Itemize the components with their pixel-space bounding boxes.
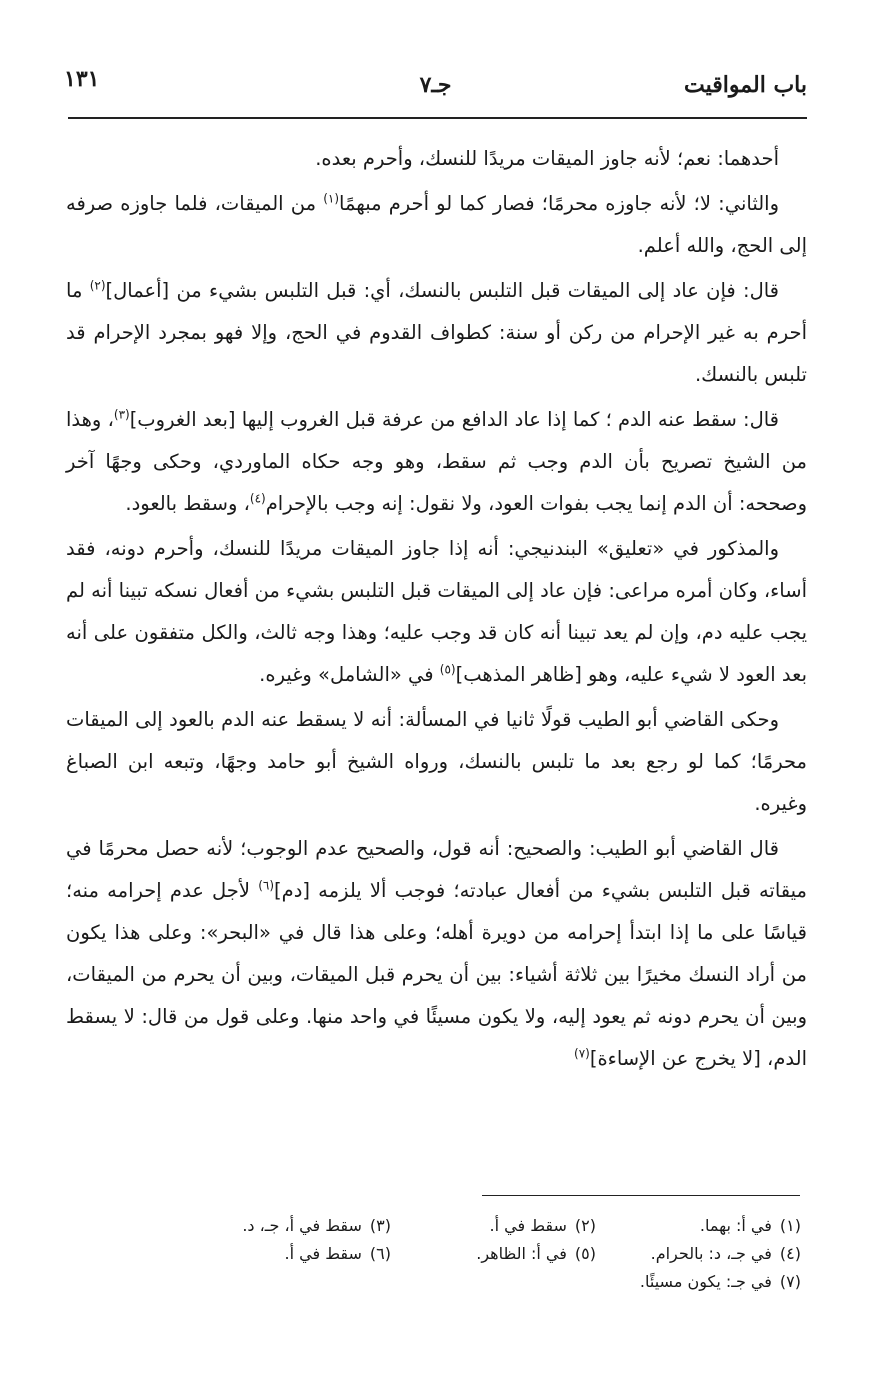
header-divider bbox=[68, 117, 807, 119]
paragraph: وحكى القاضي أبو الطيب قولًا ثانيا في المسألة: أنه لا يسقط عنه الدم بالعود إلى الميقات محرمًا؛ كما لو رجع بعد ما تلبس بالنسك، ورواه الشيخ أبو حامد وجهًا، وتبعه ابن الصباغ وغيره. bbox=[66, 708, 807, 815]
footnote-number: (٧) bbox=[779, 1272, 801, 1291]
footnote-row bbox=[160, 1240, 801, 1268]
running-header bbox=[64, 58, 807, 106]
footnote-text: في أ: الظاهر. bbox=[476, 1244, 567, 1263]
footnote-text: في جـ، د: بالحرام. bbox=[650, 1244, 772, 1263]
footnote-marker: (٣) bbox=[113, 407, 130, 422]
footnote-marker: (٤) bbox=[249, 491, 266, 506]
footnote-number: (١) bbox=[779, 1216, 801, 1235]
footnote-number: (٤) bbox=[779, 1244, 801, 1263]
footnotes bbox=[160, 1212, 801, 1296]
chapter-title: باب المواقيت bbox=[684, 72, 807, 98]
footnote-divider bbox=[482, 1195, 800, 1196]
paragraph bbox=[66, 828, 807, 1080]
footnote-marker: (٢) bbox=[89, 278, 106, 293]
paragraph bbox=[66, 528, 807, 696]
text-segment: قال: فإن عاد إلى الميقات قبل التلبس بالنسك، أي: قبل التلبس بشيء من [أعمال] bbox=[105, 279, 779, 302]
footnote-marker: (٧) bbox=[574, 1046, 590, 1061]
text-segment: والثاني: لا؛ لأنه جاوزه محرمًا؛ فصار كما لو أحرم مبهمًا bbox=[339, 192, 780, 215]
volume-label: جـ٧ bbox=[419, 72, 452, 98]
text-segment: قال: سقط عنه الدم ؛ كما إذا عاد الدافع من عرفة قبل الغروب إليها [بعد الغروب] bbox=[129, 408, 779, 431]
text-segment: والمذكور في «تعليق» البندنيجي: أنه إذا جاوز الميقات مريدًا للنسك، وأحرم دونه، فقد أساء، وكان أمره مراعى: فإن عاد إلى الميقات قبل التلبس بشيء من أفعال نسكه تبينا أنه لم يجب عليه دم، وإن لم يعد تبينا أنه كان قد وجب عليه؛ وهذا وجه ثالث، والكل متفقون على أنه بعد العود لا شيء عليه، وهو [ظاهر المذهب] bbox=[66, 537, 807, 686]
footnote-item bbox=[596, 1240, 801, 1268]
footnote-row bbox=[160, 1212, 801, 1240]
footnote-number: (٢) bbox=[574, 1216, 596, 1235]
footnote-text: سقط في أ، جـ، د. bbox=[242, 1216, 362, 1235]
footnote-item bbox=[186, 1212, 391, 1240]
footnote-item bbox=[391, 1240, 596, 1268]
main-text bbox=[66, 138, 807, 1083]
page-number: ١٣١ bbox=[64, 66, 100, 92]
footnote-item bbox=[391, 1212, 596, 1240]
paragraph bbox=[66, 183, 807, 267]
text-segment: ما أحرم به غير الإحرام من ركن أو سنة: كطواف القدوم في الحج، وإلا فهو بمجرد الإحرام قد تلبس بالنسك. bbox=[66, 279, 807, 386]
text-segment: ، وهذا من الشيخ تصريح بأن الدم وجب ثم سقط، وهو وجه حكاه الماوردي، وحكى وجهًا آخر وصححه: أن الدم إنما يجب بفوات العود، ولا نقول: إنه وجب بالإحرام bbox=[66, 408, 807, 515]
paragraph bbox=[66, 270, 807, 396]
footnote-item bbox=[596, 1268, 801, 1296]
footnote-item bbox=[596, 1212, 801, 1240]
footnote-marker: (٦) bbox=[258, 878, 275, 893]
paragraph: أحدهما: نعم؛ لأنه جاوز الميقات مريدًا للنسك، وأحرم بعده. bbox=[315, 147, 779, 170]
footnote-text: في أ: بهما. bbox=[699, 1216, 772, 1235]
text-segment: قال القاضي أبو الطيب: والصحيح: أنه قول، والصحيح عدم الوجوب؛ لأنه حصل محرمًا في ميقاته قبل التلبس بشيء من أفعال عبادته؛ فوجب ألا يلزمه [دم] bbox=[66, 837, 807, 902]
footnote-row bbox=[160, 1268, 801, 1296]
footnote-item bbox=[186, 1240, 391, 1268]
text-segment: لأجل عدم إحرامه منه؛ قياسًا على ما إذا ابتدأ إحرامه من دويرة أهله؛ وعلى هذا قال في «البحر»: وعلى هذا يكون من أراد النسك مخيرًا بين ثلاثة أشياء: بين أن يحرم قبل الميقات، وبين أن يحرم من الميقات، وبين أن يحرم دونه ثم يعود إليه، ولا يكون مسيئًا في واحد منها. وعلى قول من قال: لا يسقط الدم، [لا يخرج عن الإساءة] bbox=[66, 879, 807, 1070]
paragraph bbox=[66, 399, 807, 525]
footnote-number: (٣) bbox=[369, 1216, 391, 1235]
text-segment: من الميقات، فلما جاوزه صرفه إلى الحج، والله أعلم. bbox=[66, 192, 807, 257]
text-segment: في «الشامل» وغيره. bbox=[259, 663, 440, 686]
footnote-text: في جـ: يكون مسيئًا. bbox=[639, 1272, 772, 1291]
footnote-number: (٦) bbox=[369, 1244, 391, 1263]
text-segment: ، وسقط بالعود. bbox=[125, 492, 250, 515]
footnote-text: سقط في أ. bbox=[489, 1216, 567, 1235]
footnote-marker: (١) bbox=[323, 191, 340, 206]
footnote-number: (٥) bbox=[574, 1244, 596, 1263]
footnote-text: سقط في أ. bbox=[284, 1244, 362, 1263]
footnote-marker: (٥) bbox=[439, 662, 456, 677]
